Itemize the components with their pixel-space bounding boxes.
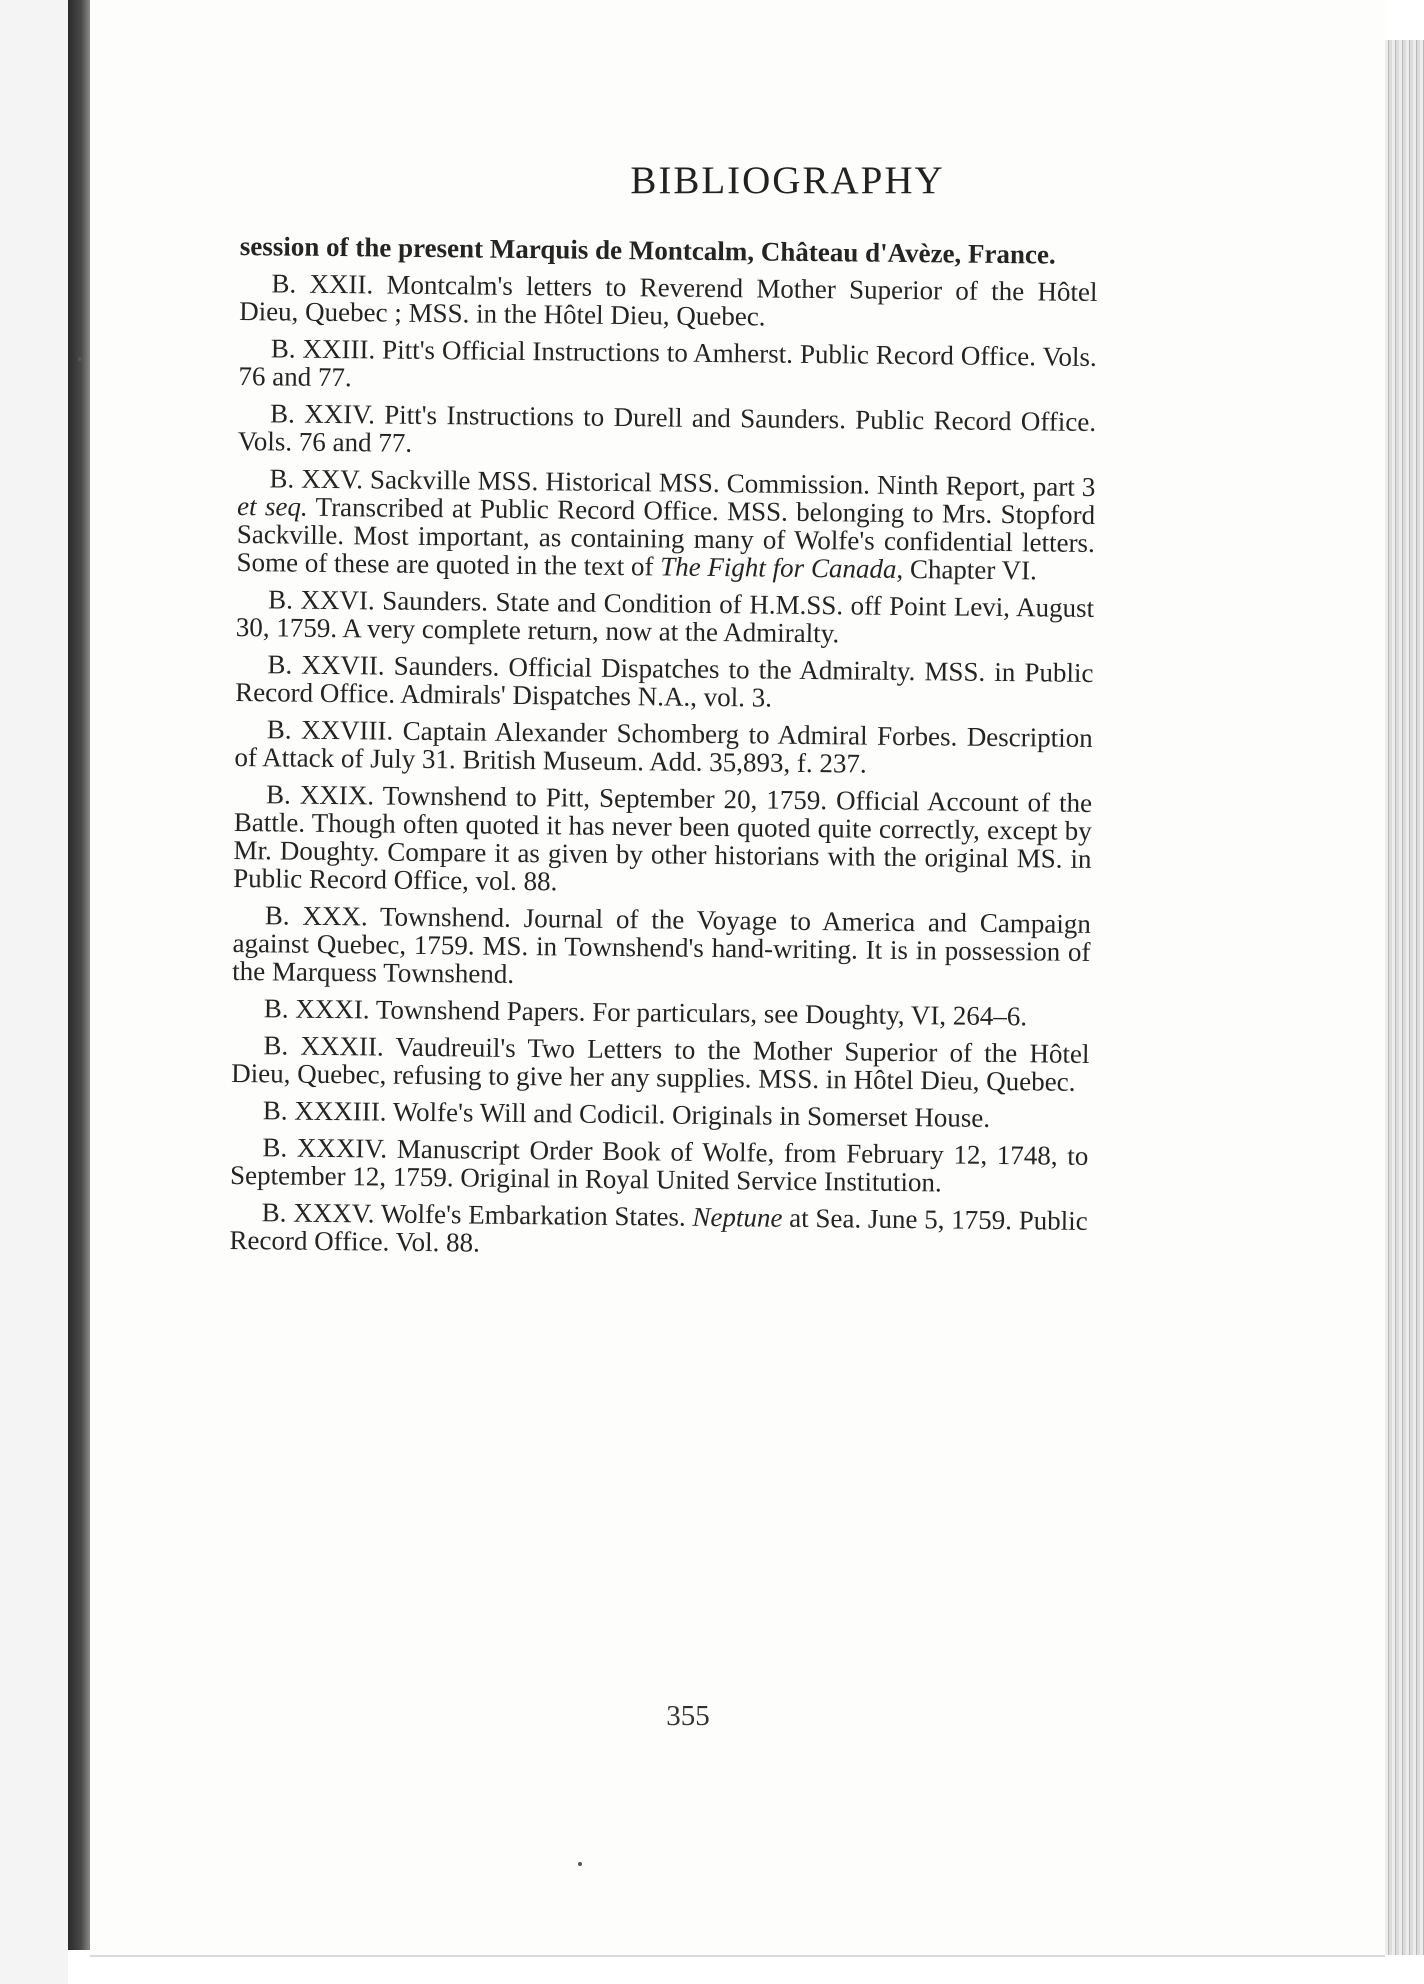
entry-text: B. XXV. Sackville MSS. Historical MSS. Commission. Ninth Report, part 3 bbox=[269, 463, 1096, 502]
entry-text: B. XXVIII. Captain Alexander Schomberg to Admiral Forbes. Description of Attack of July 31. British Museum. Add. 35,893, f. 237. bbox=[234, 714, 1093, 779]
bibliography-entry bbox=[233, 780, 1092, 901]
bibliography-entry bbox=[234, 715, 1093, 780]
entry-text: B. XXXII. Vaudreuil's Two Letters to the Mother Superior of the Hôtel Dieu, Quebec, refusing to give her any supplies. MSS. in Hôtel Dieu, Quebec. bbox=[231, 1030, 1090, 1097]
entry-text: B. XXIX. Townshend to Pitt, September 20, 1759. Official Account of the Battle. Though often quoted it has never been quoted quite correctly, except by Mr. Doughty. Compare it as given by other historians with the original MS. in Public Record Office, vol. 88. bbox=[233, 779, 1093, 897]
entry-text: B. XXIII. Pitt's Official Instructions to Amherst. Public Record Office. Vols. 76 and 77. bbox=[238, 333, 1097, 393]
bibliography-entry bbox=[231, 1031, 1090, 1096]
entry-ship-name: Neptune bbox=[692, 1201, 783, 1233]
entry-text: B. XXX. Townshend. Journal of the Voyage to America and Campaign against Quebec, 1759. MS. in Townshend's hand-writing. It is in possession of the Marquess Townshend. bbox=[232, 900, 1091, 989]
entry-book-title: The Fight for Canada bbox=[660, 551, 897, 584]
entry-text: B. XXVII. Saunders. Official Dispatches to the Admiralty. MSS. in Public Record Office. Admirals' Dispatches N.A., vol. 3. bbox=[235, 649, 1094, 713]
bibliography-entry bbox=[240, 232, 1098, 269]
bibliography-entry bbox=[236, 464, 1095, 585]
bibliography-entry bbox=[238, 399, 1097, 464]
book-gutter-shadow bbox=[68, 0, 90, 1950]
scan-speck bbox=[578, 1862, 582, 1866]
bibliography-entry bbox=[231, 1096, 1089, 1133]
entry-text-after: Transcribed at Public Record Office. MSS. belonging to Mrs. Stopford Sackville. Most important, as containing many of Wolfe's confidential letters. Some of these are quoted in the text of bbox=[236, 491, 1096, 582]
entry-text: B. XXIV. Pitt's Instructions to Durell and Saunders. Public Record Office. Vols. 76 and 77. bbox=[237, 398, 1097, 458]
bibliography-entry bbox=[238, 334, 1097, 399]
bibliography-entry bbox=[232, 994, 1090, 1031]
entry-text: B. XXXI. Townshend Papers. For particulars, see Doughty, VI, 264–6. bbox=[263, 993, 1028, 1032]
entry-text-after: at Sea. June 5, 1759. Public Record Office. Vol. 88. bbox=[229, 1202, 1088, 1258]
entry-continuation-text: session of the present Marquis de Montcalm, Château d'Avèze, France. bbox=[239, 231, 1056, 270]
book-page bbox=[90, 0, 1385, 1957]
facing-page-margin bbox=[0, 0, 68, 1984]
bibliography-entry bbox=[236, 585, 1095, 650]
bibliography-entry bbox=[232, 901, 1091, 994]
bibliography-entry bbox=[229, 1198, 1088, 1263]
page-number: 355 bbox=[666, 1700, 710, 1732]
bibliography-text bbox=[229, 232, 1098, 1272]
entry-text: B. XXXIV. Manuscript Order Book of Wolfe, from February 12, 1748, to September 12, 1759. Original in Royal United Service Institution. bbox=[229, 1132, 1089, 1198]
entry-text: B. XXII. Montcalm's letters to Reverend Mother Superior of the Hôtel Dieu, Quebec ; MSS. in the Hôtel Dieu, Quebec. bbox=[239, 268, 1098, 332]
entry-italic-text: et seq. bbox=[236, 490, 308, 522]
bibliography-entry bbox=[230, 1133, 1089, 1198]
entry-text: B. XXXV. Wolfe's Embarkation States. bbox=[261, 1197, 693, 1232]
entry-text-after: , Chapter VI. bbox=[896, 553, 1038, 586]
scan-speck bbox=[78, 357, 82, 361]
running-head: BIBLIOGRAPHY bbox=[630, 159, 945, 202]
bibliography-entry bbox=[239, 269, 1098, 334]
entry-text: B. XXVI. Saunders. State and Condition of H.M.SS. off Point Levi, August 30, 1759. A very complete return, now at the Admiralty. bbox=[235, 584, 1095, 649]
entry-text: B. XXXIII. Wolfe's Will and Codicil. Originals in Somerset House. bbox=[262, 1095, 991, 1133]
bibliography-entry bbox=[235, 650, 1094, 715]
